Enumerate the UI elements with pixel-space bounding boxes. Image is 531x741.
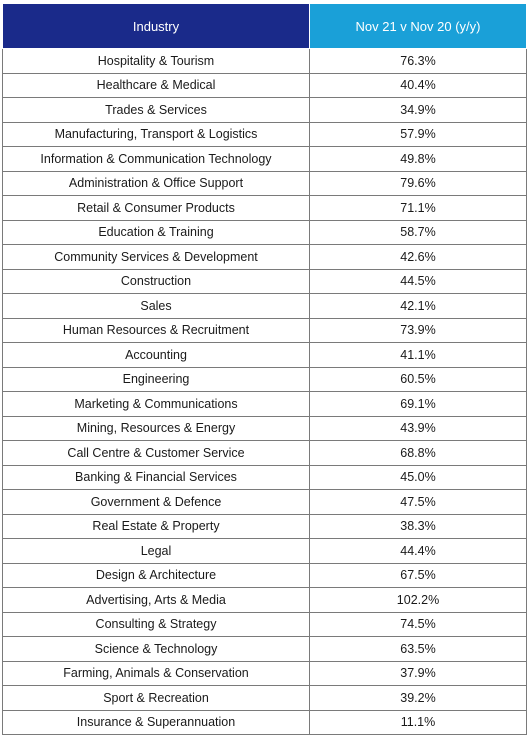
table-row — [3, 122, 527, 147]
yoy-change-cell: 74.5% — [310, 612, 527, 637]
yoy-change-cell: 43.9% — [310, 416, 527, 441]
table-row — [3, 441, 527, 466]
yoy-change-cell: 47.5% — [310, 490, 527, 515]
yoy-change-cell: 34.9% — [310, 98, 527, 123]
table-row — [3, 220, 527, 245]
table-row — [3, 318, 527, 343]
industry-cell: Marketing & Communications — [3, 392, 310, 417]
industry-cell: Education & Training — [3, 220, 310, 245]
industry-cell: Healthcare & Medical — [3, 73, 310, 98]
yoy-change-cell: 11.1% — [310, 710, 527, 735]
table-row — [3, 196, 527, 221]
yoy-change-cell: 102.2% — [310, 588, 527, 613]
yoy-change-cell: 58.7% — [310, 220, 527, 245]
table-row — [3, 73, 527, 98]
table-row — [3, 637, 527, 662]
table-row — [3, 147, 527, 172]
yoy-change-cell: 49.8% — [310, 147, 527, 172]
yoy-change-cell: 57.9% — [310, 122, 527, 147]
table-row — [3, 490, 527, 515]
table-row — [3, 563, 527, 588]
yoy-change-cell: 79.6% — [310, 171, 527, 196]
yoy-change-cell: 63.5% — [310, 637, 527, 662]
industry-growth-table — [2, 3, 527, 735]
industry-cell: Mining, Resources & Energy — [3, 416, 310, 441]
table-row — [3, 98, 527, 123]
industry-cell: Real Estate & Property — [3, 514, 310, 539]
industry-cell: Engineering — [3, 367, 310, 392]
industry-cell: Science & Technology — [3, 637, 310, 662]
industry-cell: Government & Defence — [3, 490, 310, 515]
yoy-change-cell: 71.1% — [310, 196, 527, 221]
yoy-change-cell: 45.0% — [310, 465, 527, 490]
industry-cell: Insurance & Superannuation — [3, 710, 310, 735]
industry-table-container — [2, 3, 526, 735]
table-row — [3, 245, 527, 270]
yoy-change-cell: 44.5% — [310, 269, 527, 294]
table-header-row — [3, 4, 527, 49]
yoy-change-cell: 41.1% — [310, 343, 527, 368]
industry-cell: Sales — [3, 294, 310, 319]
table-row — [3, 514, 527, 539]
yoy-change-cell: 76.3% — [310, 49, 527, 74]
table-row — [3, 661, 527, 686]
yoy-change-cell: 44.4% — [310, 539, 527, 564]
industry-cell: Administration & Office Support — [3, 171, 310, 196]
table-row — [3, 294, 527, 319]
table-body — [3, 49, 527, 735]
table-row — [3, 367, 527, 392]
table-row — [3, 539, 527, 564]
yoy-change-cell: 42.6% — [310, 245, 527, 270]
header-industry: Industry — [3, 4, 310, 49]
yoy-change-cell: 67.5% — [310, 563, 527, 588]
industry-cell: Community Services & Development — [3, 245, 310, 270]
header-yoy-change: Nov 21 v Nov 20 (y/y) — [310, 4, 527, 49]
industry-cell: Farming, Animals & Conservation — [3, 661, 310, 686]
yoy-change-cell: 37.9% — [310, 661, 527, 686]
industry-cell: Legal — [3, 539, 310, 564]
industry-cell: Consulting & Strategy — [3, 612, 310, 637]
yoy-change-cell: 73.9% — [310, 318, 527, 343]
industry-cell: Call Centre & Customer Service — [3, 441, 310, 466]
industry-cell: Sport & Recreation — [3, 686, 310, 711]
yoy-change-cell: 60.5% — [310, 367, 527, 392]
table-row — [3, 269, 527, 294]
industry-cell: Information & Communication Technology — [3, 147, 310, 172]
yoy-change-cell: 69.1% — [310, 392, 527, 417]
yoy-change-cell: 39.2% — [310, 686, 527, 711]
industry-cell: Hospitality & Tourism — [3, 49, 310, 74]
yoy-change-cell: 68.8% — [310, 441, 527, 466]
table-row — [3, 49, 527, 74]
industry-cell: Accounting — [3, 343, 310, 368]
table-row — [3, 392, 527, 417]
industry-cell: Human Resources & Recruitment — [3, 318, 310, 343]
table-row — [3, 710, 527, 735]
table-row — [3, 686, 527, 711]
yoy-change-cell: 40.4% — [310, 73, 527, 98]
industry-cell: Design & Architecture — [3, 563, 310, 588]
industry-cell: Advertising, Arts & Media — [3, 588, 310, 613]
table-row — [3, 343, 527, 368]
yoy-change-cell: 38.3% — [310, 514, 527, 539]
table-row — [3, 465, 527, 490]
industry-cell: Construction — [3, 269, 310, 294]
yoy-change-cell: 42.1% — [310, 294, 527, 319]
table-row — [3, 171, 527, 196]
industry-cell: Banking & Financial Services — [3, 465, 310, 490]
table-row — [3, 612, 527, 637]
industry-cell: Retail & Consumer Products — [3, 196, 310, 221]
table-row — [3, 588, 527, 613]
table-row — [3, 416, 527, 441]
industry-cell: Trades & Services — [3, 98, 310, 123]
industry-cell: Manufacturing, Transport & Logistics — [3, 122, 310, 147]
